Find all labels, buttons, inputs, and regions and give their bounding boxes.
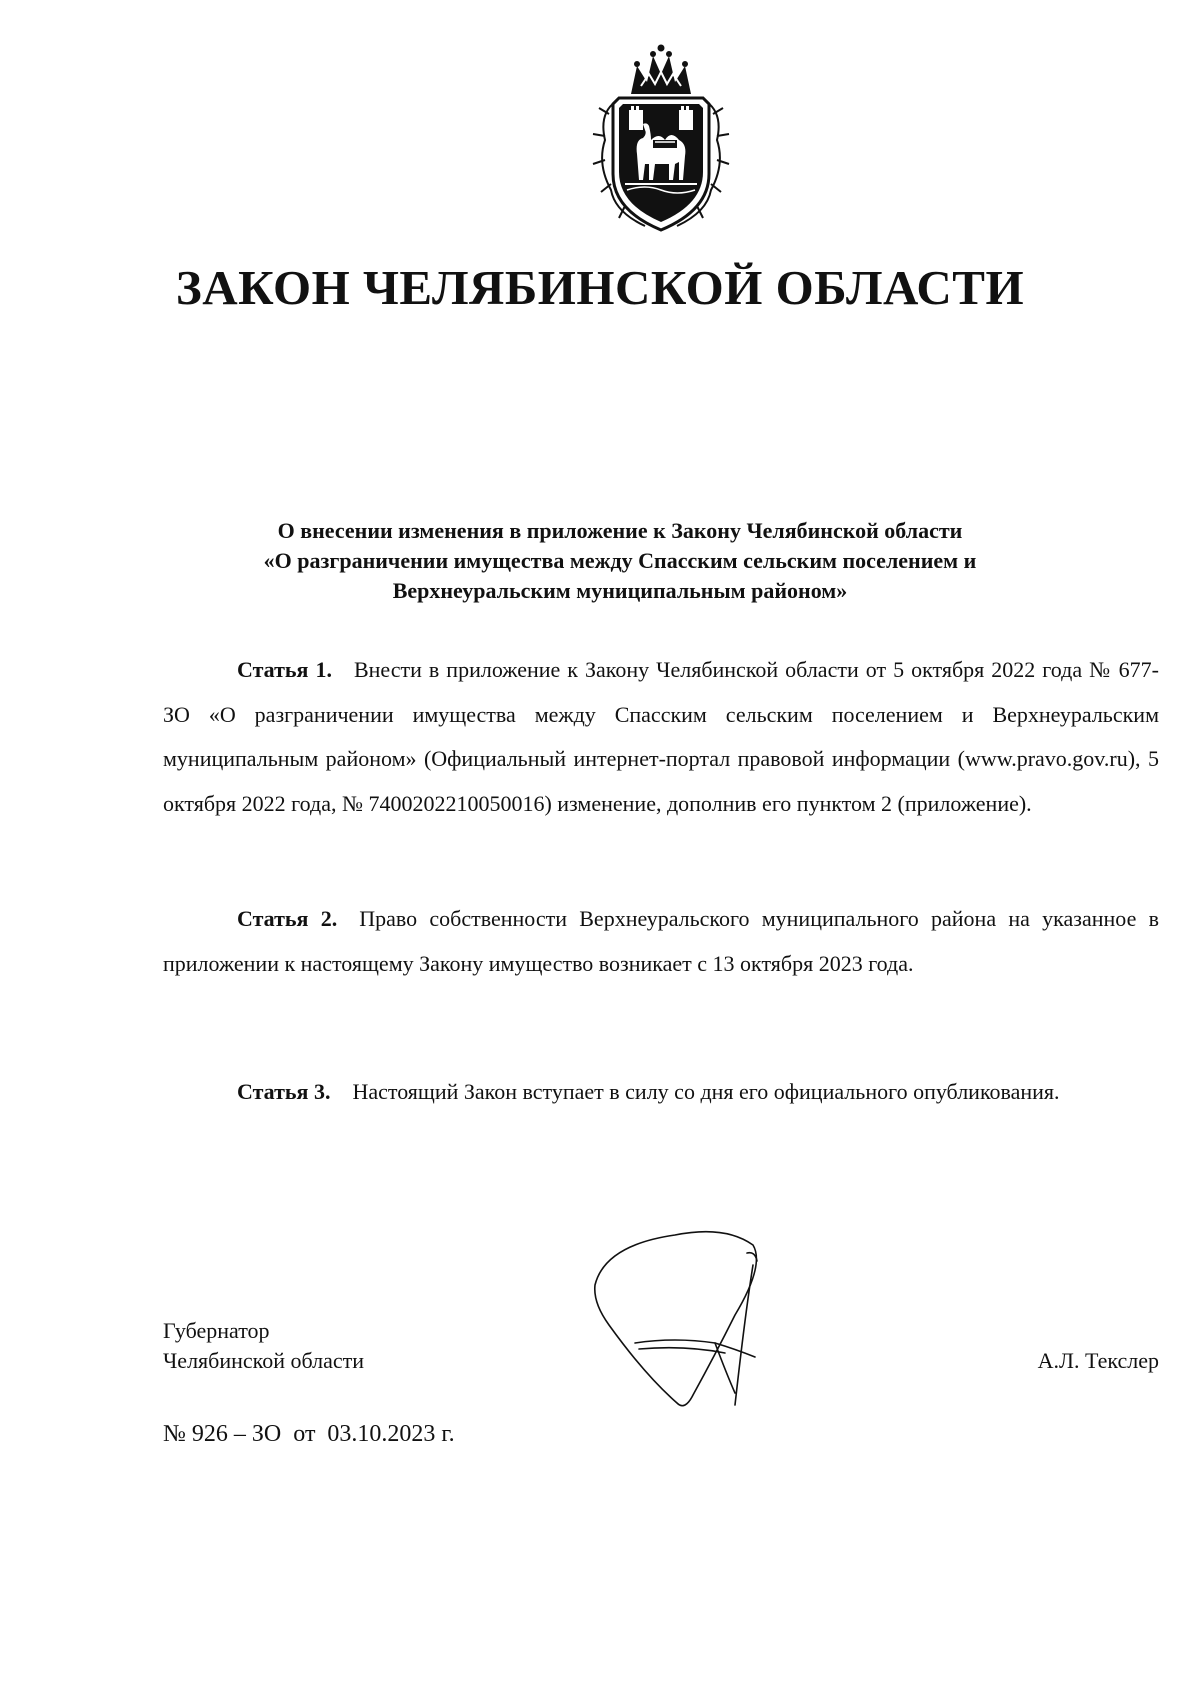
article-text: Настоящий Закон вступает в силу со дня его официального опубликования. <box>352 1079 1060 1104</box>
article-text: Право собственности Верхнеуральского муниципального района на указанное в приложении к настоящему Закону имущество возникает с 13 октября 2023 года. <box>163 906 1159 976</box>
subtitle-line: О внесении изменения в приложение к Закону Челябинской области <box>277 518 963 543</box>
article-label: Статья 3. <box>237 1079 331 1104</box>
article-text: Внести в приложение к Закону Челябинской области от 5 октября 2022 года № 677-ЗО «О разграничении имущества между Спасским сельским поселением и Верхнеуральским муниципальным районом» (Официальный интернет-портал правовой информации (www.pravo.gov.ru), 5 октября 2022 года, № 7400202210050016) изменение, дополнив его пунктом 2 (приложение). <box>163 657 1159 816</box>
signer-position <box>163 1316 364 1376</box>
position-line: Челябинской области <box>163 1348 365 1373</box>
law-subtitle <box>200 516 1040 606</box>
subtitle-line: Верхнеуральским муниципальным районом» <box>392 578 848 603</box>
coat-of-arms-icon <box>585 44 737 238</box>
article-2 <box>163 897 1159 986</box>
article-3 <box>163 1070 1159 1115</box>
subtitle-line: «О разграничении имущества между Спасским сельским поселением и <box>263 548 977 573</box>
law-title: ЗАКОН ЧЕЛЯБИНСКОЙ ОБЛАСТИ <box>175 260 1025 315</box>
signer-name: А.Л. Текслер <box>1037 1348 1159 1373</box>
article-1 <box>163 648 1159 826</box>
handwritten-signature-icon <box>585 1225 795 1425</box>
position-line: Губернатор <box>163 1318 270 1343</box>
law-number: № 926 – ЗО от 03.10.2023 г. <box>163 1421 455 1447</box>
article-label: Статья 2. <box>237 906 338 931</box>
article-label: Статья 1. <box>237 657 332 682</box>
